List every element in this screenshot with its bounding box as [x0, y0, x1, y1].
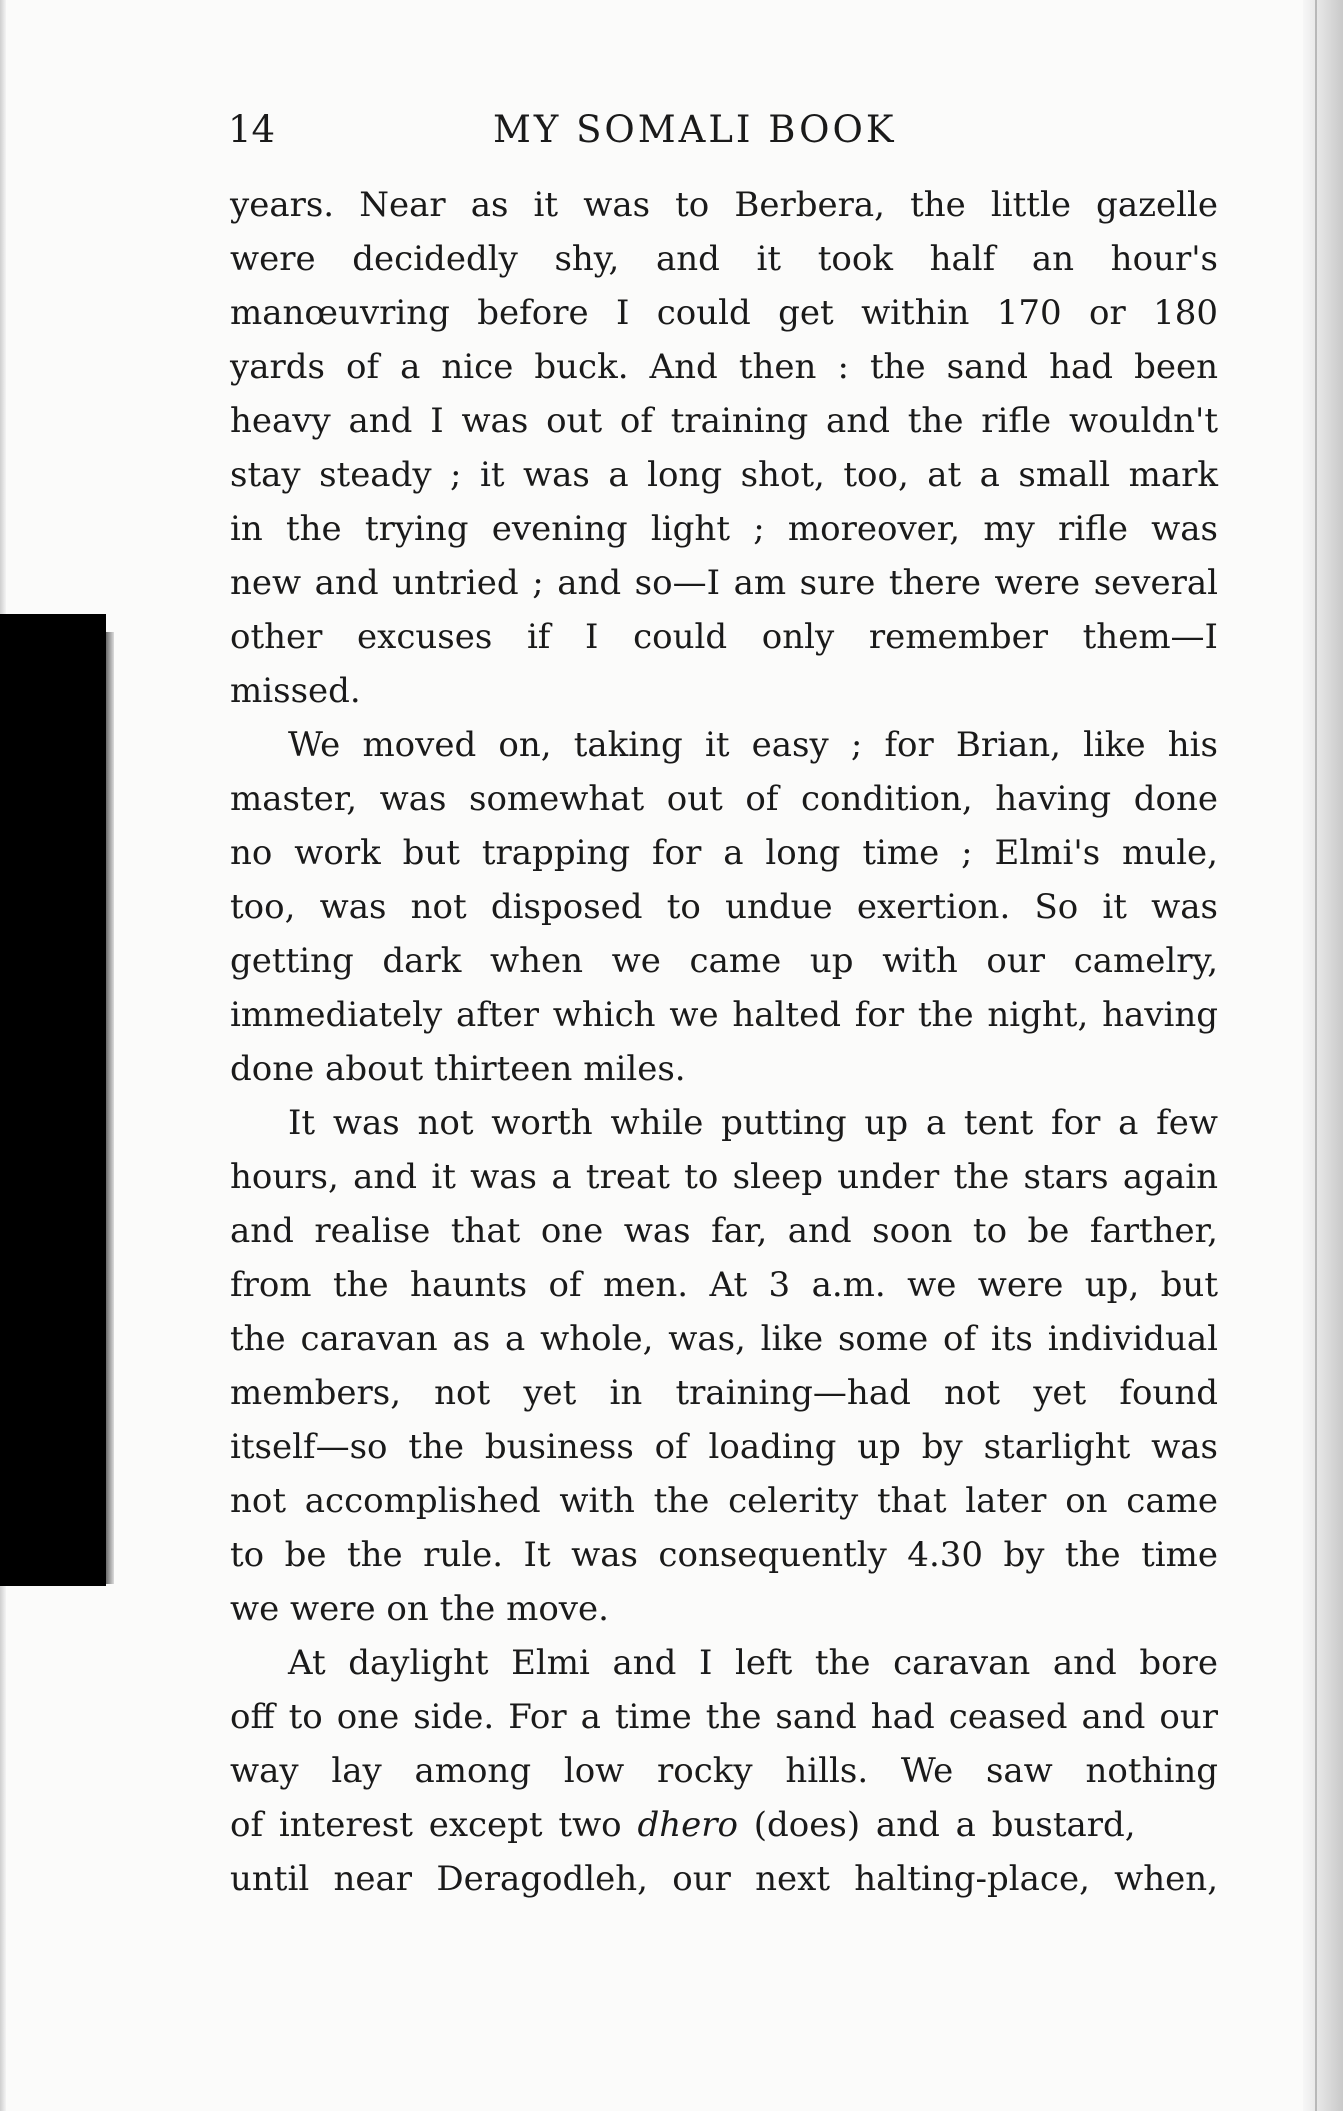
text-line: too, was not disposed to undue exertion. So it was — [230, 887, 1218, 927]
text-line: other excuses if I could only remember them—I — [230, 617, 1218, 657]
scan-black-tab — [0, 614, 106, 1586]
scan-tab-edge — [106, 632, 114, 1584]
text-line: from the haunts of men. At 3 a.m. we were up, but — [230, 1265, 1218, 1305]
text-fragment: (does) and a bustard, — [737, 1805, 1136, 1845]
text-line: were decidedly shy, and it took half an hour's — [230, 239, 1218, 279]
text-line: missed. — [230, 671, 361, 711]
text-line: getting dark when we came up with our camelry, — [230, 941, 1218, 981]
text-line: in the trying evening light ; moreover, my rifle was — [230, 509, 1218, 549]
text-line: hours, and it was a treat to sleep under the stars again — [230, 1157, 1218, 1197]
text-line: no work but trapping for a long time ; Elmi's mule, — [230, 833, 1218, 873]
page-number: 14 — [228, 108, 276, 151]
text-line: not accomplished with the celerity that later on came — [230, 1481, 1218, 1521]
page-gutter-rule — [1315, 0, 1317, 2111]
text-line — [230, 1798, 1218, 1852]
text-line: and realise that one was far, and soon to be farther, — [230, 1211, 1218, 1251]
body-text — [230, 178, 1218, 1906]
text-line: master, was somewhat out of condition, having done — [230, 779, 1218, 819]
text-line: It was not worth while putting up a tent for a few — [288, 1103, 1218, 1143]
text-line: immediately after which we halted for the night, having — [230, 995, 1218, 1035]
text-line: members, not yet in training—had not yet found — [230, 1373, 1218, 1413]
text-line: new and untried ; and so—I am sure there were several — [230, 563, 1218, 603]
text-line: done about thirteen miles. — [230, 1049, 686, 1089]
text-line: itself—so the business of loading up by starlight was — [230, 1427, 1218, 1467]
text-line: off to one side. For a time the sand had ceased and our — [230, 1697, 1218, 1737]
text-line: to be the rule. It was consequently 4.30 by the time — [230, 1535, 1218, 1575]
text-line: stay steady ; it was a long shot, too, at a small mark — [230, 455, 1218, 495]
text-line: way lay among low rocky hills. We saw nothing — [230, 1751, 1218, 1791]
text-line: We moved on, taking it easy ; for Brian, like his — [288, 725, 1218, 765]
text-line: we were on the move. — [230, 1589, 609, 1629]
page-gutter-shadow — [1303, 0, 1343, 2111]
text-line: years. Near as it was to Berbera, the little gazelle — [230, 185, 1218, 225]
text-line: yards of a nice buck. And then : the sand had been — [230, 347, 1218, 387]
text-line: until near Deragodleh, our next halting-place, when, — [230, 1859, 1218, 1899]
running-head — [228, 100, 1218, 160]
text-line: the caravan as a whole, was, like some of its individual — [230, 1319, 1218, 1359]
running-title: MY SOMALI BOOK — [493, 108, 897, 151]
italic-word: dhero — [637, 1805, 738, 1845]
text-line: manœuvring before I could get within 170 or 180 — [230, 293, 1218, 333]
text-line: heavy and I was out of training and the rifle wouldn't — [230, 401, 1218, 441]
text-fragment: of interest except two — [230, 1805, 638, 1845]
text-line: At daylight Elmi and I left the caravan and bore — [288, 1643, 1218, 1683]
